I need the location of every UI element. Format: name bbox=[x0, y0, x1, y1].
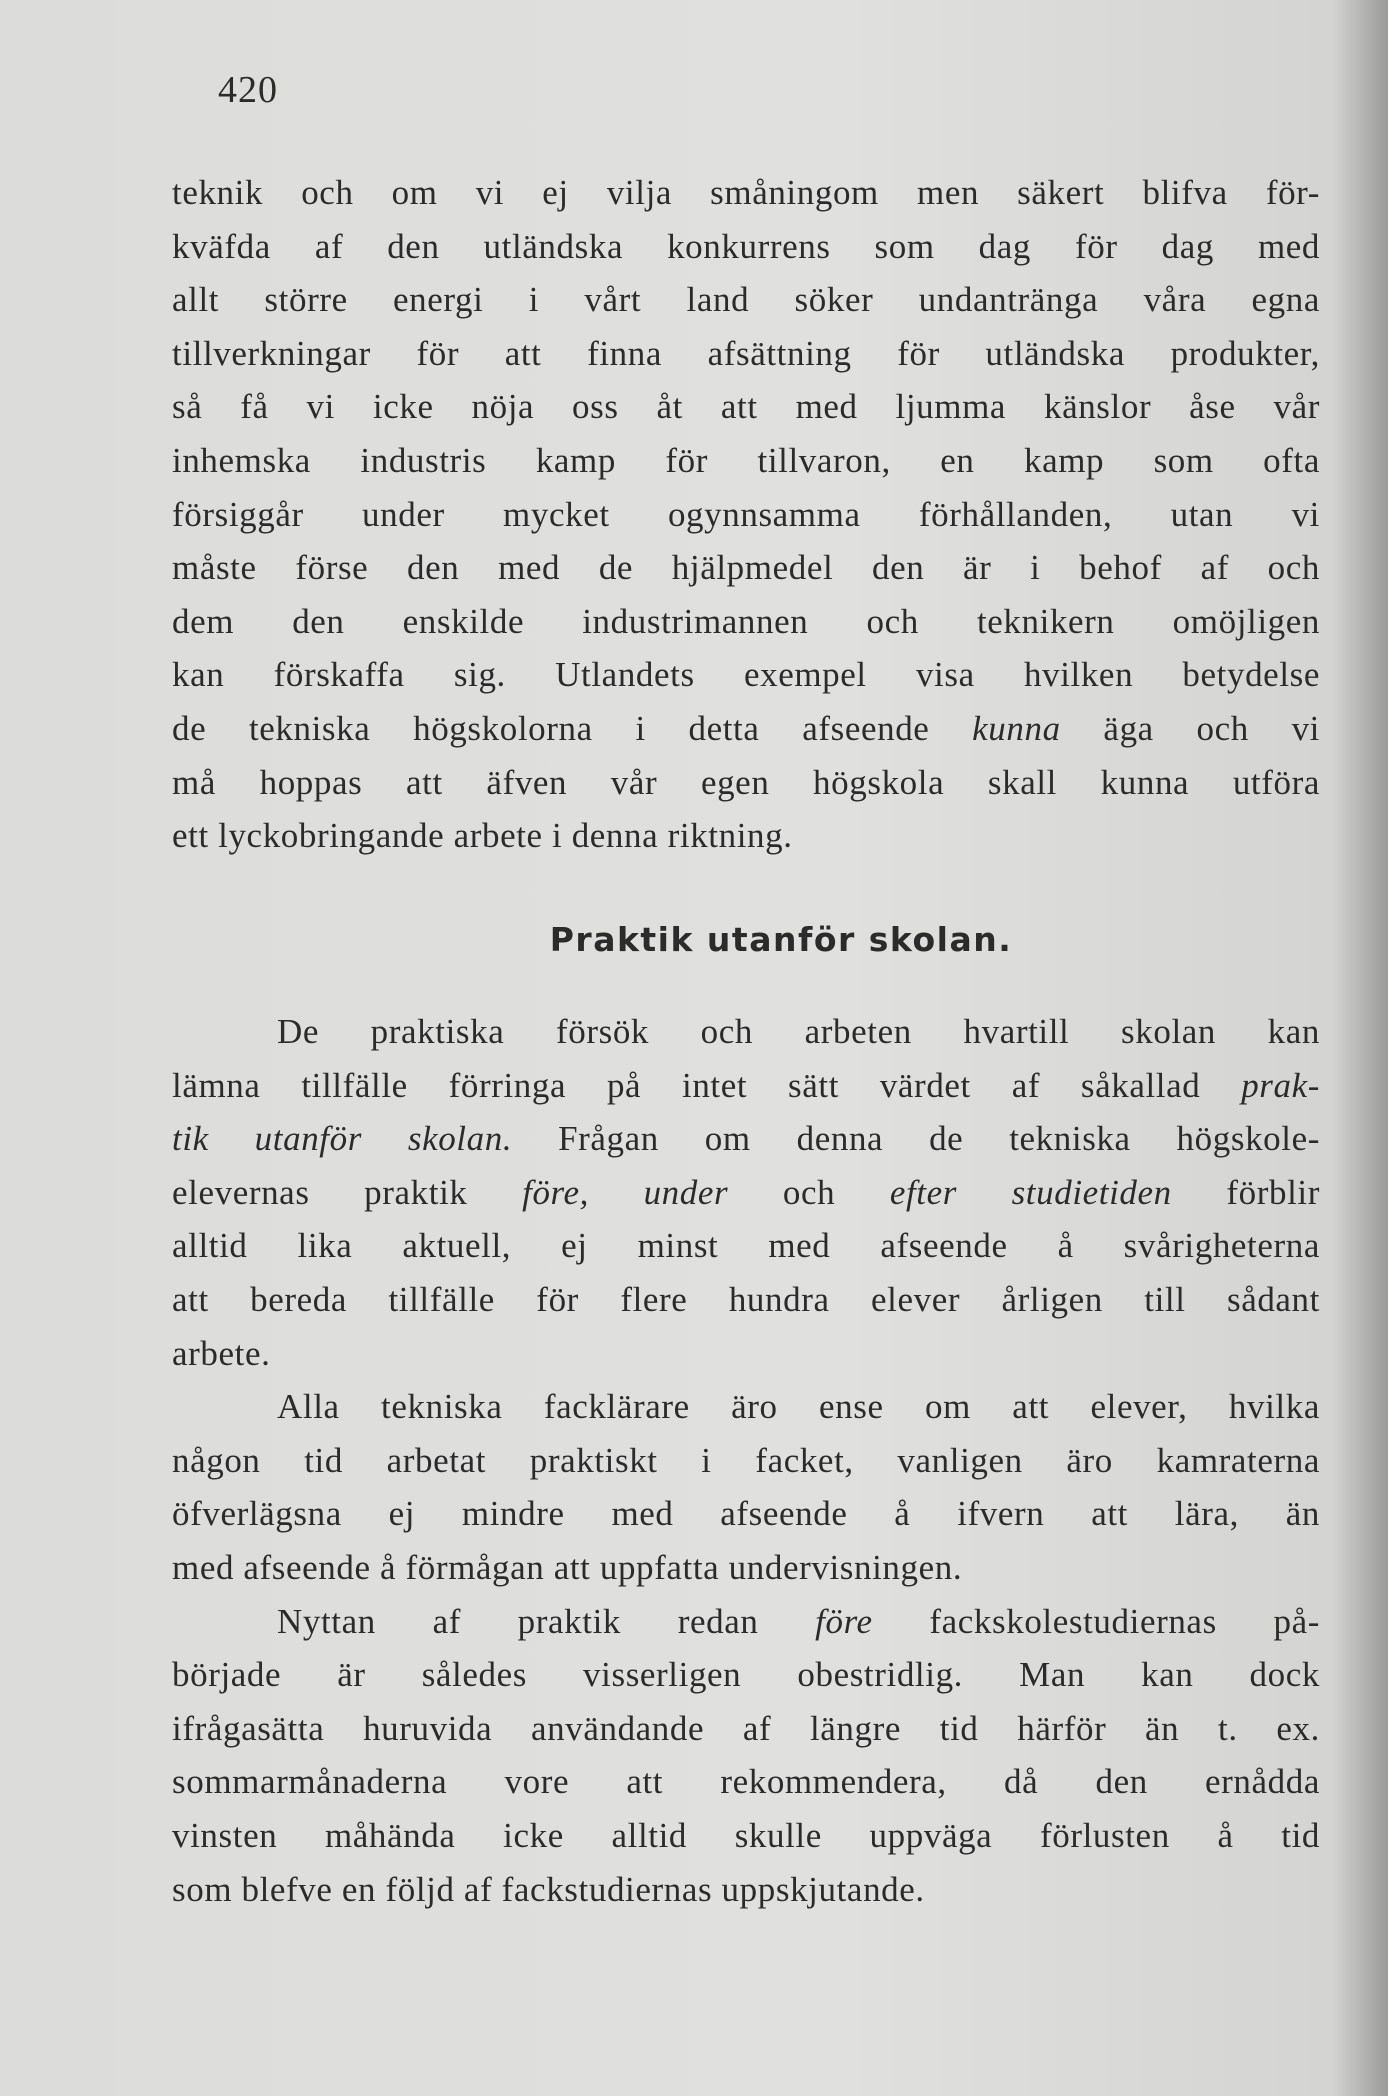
text-line: försiggår under mycket ogynnsamma förhållanden, utan vi bbox=[172, 494, 1320, 534]
text-line: ett lyckobringande arbete i denna riktning. bbox=[172, 816, 793, 856]
text-line: Nyttan af praktik redan före fackskolestudiernas på- bbox=[277, 1601, 1320, 1641]
text-line: tillverkningar för att finna afsättning för utländska produkter, bbox=[172, 333, 1320, 373]
text-line: öfverlägsna ej mindre med afseende å ifvern att lära, än bbox=[172, 1494, 1320, 1534]
text-line: Alla tekniska facklärare äro ense om att elever, hvilka bbox=[277, 1387, 1320, 1427]
text-line: dem den enskilde industrimannen och teknikern omöjligen bbox=[172, 601, 1320, 641]
text-line: vinsten måhända icke alltid skulle uppväga förlusten å tid bbox=[172, 1815, 1320, 1855]
text-line: inhemska industris kamp för tillvaron, en kamp som ofta bbox=[172, 440, 1320, 480]
text-line: lämna tillfälle förringa på intet sätt värdet af såkallad prak- bbox=[172, 1065, 1320, 1105]
text-line: någon tid arbetat praktiskt i facket, vanligen äro kamraterna bbox=[172, 1440, 1320, 1480]
text-line: kväfda af den utländska konkurrens som dag för dag med bbox=[172, 226, 1320, 266]
text-line: med afseende å förmågan att uppfatta undervisningen. bbox=[172, 1547, 963, 1587]
text-line: elevernas praktik före, under och efter studietiden förblir bbox=[172, 1172, 1320, 1212]
paragraphs-2-4 bbox=[172, 1005, 1320, 1916]
text-line: teknik och om vi ej vilja småningom men säkert blifva för- bbox=[172, 173, 1320, 212]
text-line: allt större energi i vårt land söker undantränga våra egna bbox=[172, 280, 1320, 320]
paragraph-1 bbox=[172, 166, 1320, 863]
text-line: måste förse den med de hjälpmedel den är i behof af och bbox=[172, 548, 1320, 588]
text-line: som blefve en följd af fackstudiernas uppskjutande. bbox=[172, 1869, 925, 1909]
text-line: började är således visserligen obestridlig. Man kan dock bbox=[172, 1655, 1320, 1695]
text-line: att bereda tillfälle för flere hundra elever årligen till sådant bbox=[172, 1279, 1320, 1319]
text-line: alltid lika aktuell, ej minst med afseende å svårigheterna bbox=[172, 1226, 1320, 1266]
section-heading: Praktik utanför skolan. bbox=[549, 920, 1013, 959]
text-line: De praktiska försök och arbeten hvartill skolan kan bbox=[277, 1012, 1320, 1051]
text-line: de tekniska högskolorna i detta afseende kunna äga och vi bbox=[172, 708, 1320, 748]
text-line: tik utanför skolan. Frågan om denna de tekniska högskole- bbox=[172, 1119, 1320, 1159]
text-line: arbete. bbox=[172, 1333, 271, 1373]
text-line: ifrågasätta huruvida användande af längre tid härför än t. ex. bbox=[172, 1708, 1320, 1748]
text-line: så få vi icke nöja oss åt att med ljumma känslor åse vår bbox=[172, 387, 1320, 427]
text-line: sommarmånaderna vore att rekommendera, då den ernådda bbox=[172, 1762, 1320, 1802]
text-line: må hoppas att äfven vår egen högskola skall kunna utföra bbox=[172, 762, 1320, 802]
page-number: 420 bbox=[218, 69, 278, 111]
text-line: kan förskaffa sig. Utlandets exempel visa hvilken betydelse bbox=[172, 655, 1320, 695]
